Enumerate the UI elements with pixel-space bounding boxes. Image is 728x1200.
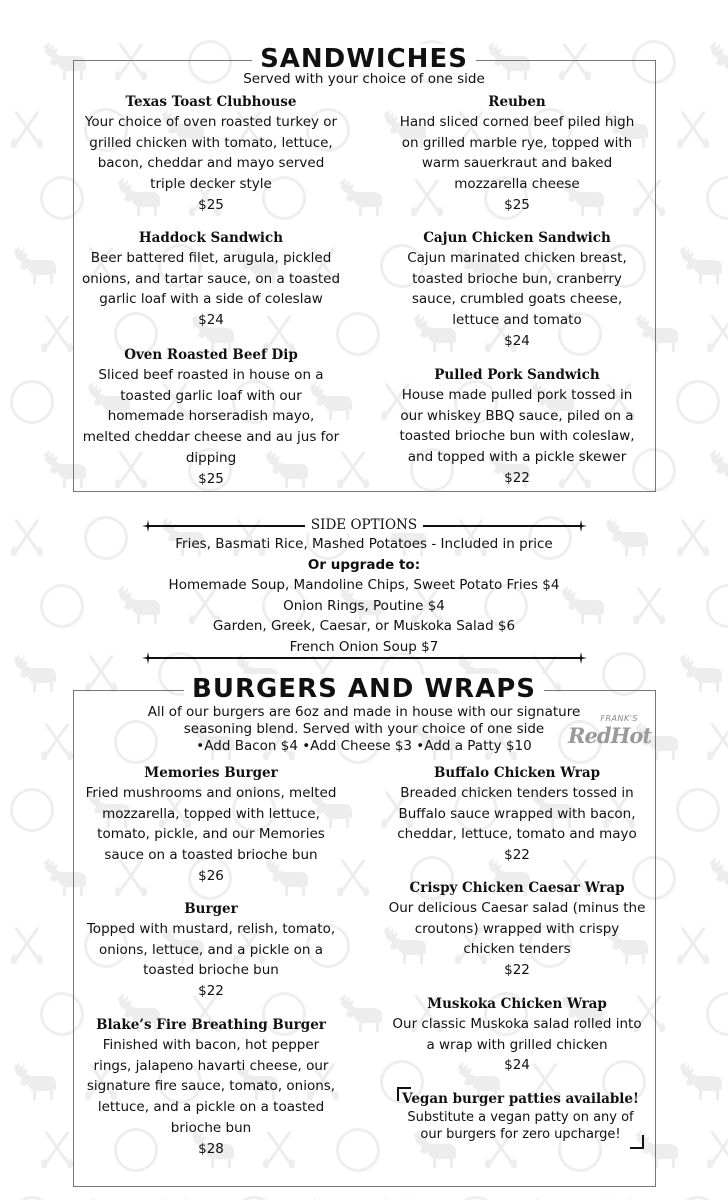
emblem-watermark-icon bbox=[10, 380, 54, 424]
menu-item bbox=[388, 878, 646, 981]
moose-watermark-icon bbox=[10, 1060, 62, 1102]
paddles-watermark-icon bbox=[40, 1128, 74, 1168]
item-description: Our classic Muskoka salad rolled into a wrap with grilled chicken bbox=[392, 1016, 642, 1053]
item-name: Blake’s Fire Breathing Burger bbox=[96, 1017, 326, 1033]
burgers-title: BURGERS AND WRAPS bbox=[184, 674, 544, 704]
side-options-title: SIDE OPTIONS bbox=[0, 516, 728, 534]
item-price: $24 bbox=[504, 332, 530, 349]
item-name: Muskoka Chicken Wrap bbox=[427, 996, 607, 1012]
paddles-watermark-icon bbox=[380, 1196, 414, 1200]
item-name: Oven Roasted Beef Dip bbox=[124, 347, 298, 363]
moose-watermark-icon bbox=[676, 1060, 728, 1102]
moose-watermark-icon bbox=[528, 1196, 580, 1200]
upgrade-option: Onion Rings, Poutine $4 bbox=[283, 597, 445, 614]
emblem-watermark-icon bbox=[454, 1196, 498, 1200]
item-name: Burger bbox=[184, 901, 238, 917]
star-ornament-icon bbox=[575, 652, 587, 664]
callout-corner bbox=[397, 1087, 411, 1101]
item-price: $26 bbox=[198, 867, 224, 884]
item-name: Haddock Sandwich bbox=[138, 230, 284, 246]
item-price: $22 bbox=[504, 847, 530, 864]
sandwiches-heading bbox=[0, 44, 728, 74]
paddles-watermark-icon bbox=[706, 312, 728, 352]
paddles-watermark-icon bbox=[602, 1196, 636, 1200]
item-name: Reuben bbox=[488, 94, 546, 110]
emblem-watermark-icon bbox=[10, 1196, 54, 1200]
emblem-watermark-icon bbox=[706, 992, 728, 1036]
paddles-watermark-icon bbox=[158, 1196, 192, 1200]
item-description: Fried mushrooms and onions, melted mozzarella, topped with lettuce, tomato, pickle, and our Memories sauce on a toasted brioche bun bbox=[85, 785, 337, 864]
vegan-text: Substitute a vegan patty on any of our burgers for zero upcharge! bbox=[407, 1110, 634, 1142]
paddles-watermark-icon bbox=[10, 108, 44, 148]
item-name: Pulled Pork Sandwich bbox=[434, 367, 600, 383]
item-name: Memories Burger bbox=[144, 765, 278, 781]
upgrade-option: French Onion Soup $7 bbox=[289, 638, 439, 655]
sandwiches-title: SANDWICHES bbox=[252, 44, 476, 74]
item-description: Sliced beef roasted in house on a toasted garlic loaf with our homemade horseradish mayo, melted cheddar cheese and au jus for dipping bbox=[82, 367, 340, 466]
item-price: $25 bbox=[504, 196, 530, 213]
item-description: Your choice of oven roasted turkey or grilled chicken with tomato, lettuce, bacon, cheddar and mayo served triple decker style bbox=[84, 114, 338, 193]
upgrade-label: Or upgrade to: bbox=[307, 556, 421, 573]
paddles-watermark-icon bbox=[676, 924, 710, 964]
moose-watermark-icon bbox=[306, 1196, 358, 1200]
included-sides: Fries, Basmati Rice, Mashed Potatoes - Included in price bbox=[175, 536, 553, 552]
upgrade-option: Homemade Soup, Mandoline Chips, Sweet Potato Fries $4 bbox=[168, 577, 560, 594]
menu-item bbox=[80, 92, 342, 216]
menu-item bbox=[80, 1015, 342, 1159]
paddles-watermark-icon bbox=[676, 108, 710, 148]
item-name: Crispy Chicken Caesar Wrap bbox=[409, 880, 625, 896]
moose-watermark-icon bbox=[84, 1196, 136, 1200]
emblem-watermark-icon bbox=[10, 788, 54, 832]
side-options bbox=[0, 534, 728, 658]
item-name: Buffalo Chicken Wrap bbox=[433, 765, 601, 781]
emblem-watermark-icon bbox=[706, 176, 728, 220]
paddles-watermark-icon bbox=[40, 312, 74, 352]
menu-item bbox=[80, 228, 342, 331]
menu-item bbox=[388, 365, 646, 489]
emblem-watermark-icon bbox=[232, 1196, 276, 1200]
sandwiches-left-column bbox=[80, 92, 342, 492]
moose-watermark-icon bbox=[706, 856, 728, 898]
paddles-watermark-icon bbox=[10, 924, 44, 964]
sandwiches-right-column bbox=[388, 92, 646, 492]
sandwiches-subtitle: Served with your choice of one side bbox=[243, 71, 485, 87]
burgers-left-column bbox=[80, 763, 342, 1183]
item-price: $22 bbox=[198, 983, 224, 1000]
item-price: $24 bbox=[198, 312, 224, 329]
item-price: $22 bbox=[504, 962, 530, 979]
moose-watermark-icon bbox=[706, 448, 728, 490]
moose-watermark-icon bbox=[10, 244, 62, 286]
item-price: $22 bbox=[504, 469, 530, 486]
emblem-watermark-icon bbox=[676, 380, 720, 424]
item-description: Beer battered filet, arugula, pickled onions, and tartar sauce, on a toasted garlic loaf with a side of coleslaw bbox=[81, 250, 341, 308]
item-description: House made pulled pork tossed in our whiskey BBQ sauce, piled on a toasted brioche bun with coleslaw, and topped with a pickle skewer bbox=[399, 387, 635, 466]
item-price: $25 bbox=[198, 196, 224, 213]
franks-redhot-logo: FRANK'S RedHot bbox=[568, 714, 652, 748]
emblem-watermark-icon bbox=[676, 1196, 720, 1200]
moose-watermark-icon bbox=[676, 244, 728, 286]
menu-item bbox=[80, 763, 342, 887]
item-price: $28 bbox=[198, 1140, 224, 1157]
emblem-watermark-icon bbox=[676, 788, 720, 832]
callout-corner bbox=[630, 1135, 644, 1149]
item-description: Cajun marinated chicken breast, toasted brioche bun, cranberry sauce, crumbled goats cheese, lettuce and tomato bbox=[407, 250, 627, 329]
burgers-right-column bbox=[388, 763, 646, 1093]
item-price: $24 bbox=[504, 1057, 530, 1074]
item-price: $25 bbox=[198, 470, 224, 487]
upgrade-option: Garden, Greek, Caesar, or Muskoka Salad $6 bbox=[212, 618, 516, 635]
menu-item bbox=[388, 228, 646, 352]
burgers-intro: All of our burgers are 6oz and made in house with our signature seasoning blend. Served with your choice of one side •Add Bacon $4 •Add Cheese $3 •Add a Patty $10 bbox=[147, 704, 581, 754]
item-name: Texas Toast Clubhouse bbox=[125, 94, 297, 110]
item-name: Cajun Chicken Sandwich bbox=[423, 230, 611, 246]
menu-item bbox=[80, 345, 342, 489]
menu-item bbox=[80, 899, 342, 1002]
item-description: Our delicious Caesar salad (minus the croutons) wrapped with crispy chicken tenders bbox=[388, 900, 646, 958]
item-description: Hand sliced corned beef piled high on grilled marble rye, topped with warm sauerkraut and baked mozzarella cheese bbox=[399, 114, 635, 193]
item-description: Topped with mustard, relish, tomato, onions, lettuce, and a pickle on a toasted brioche bun bbox=[86, 921, 336, 979]
burgers-heading bbox=[0, 674, 728, 704]
menu-item bbox=[388, 763, 646, 866]
star-ornament-icon bbox=[142, 652, 154, 664]
menu-item bbox=[388, 994, 646, 1076]
vegan-title: Vegan burger patties available! bbox=[402, 1091, 639, 1107]
item-description: Finished with bacon, hot pepper rings, jalapeno havarti cheese, our signature fire sauce, tomato, onions, lettuce, and a pickle on a toasted brioche bun bbox=[86, 1037, 336, 1136]
paddles-watermark-icon bbox=[706, 1128, 728, 1168]
vegan-callout bbox=[397, 1087, 644, 1149]
divider-line bbox=[148, 657, 582, 659]
item-description: Breaded chicken tenders tossed in Buffalo sauce wrapped with bacon, cheddar, lettuce, tomato and mayo bbox=[397, 785, 637, 843]
menu-item bbox=[388, 92, 646, 216]
